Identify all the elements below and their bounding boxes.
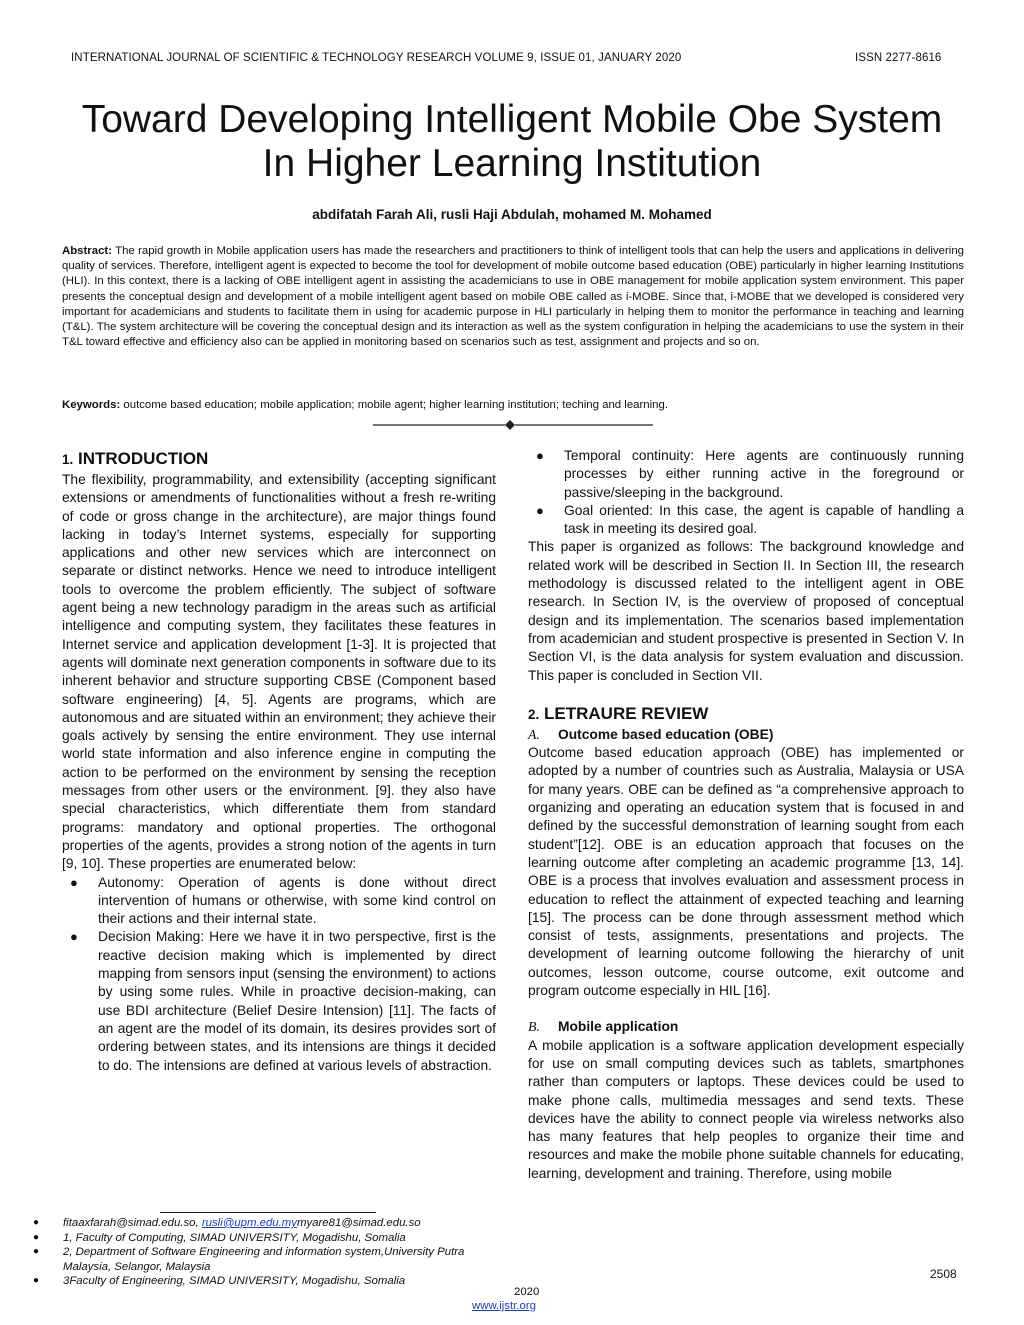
abstract-text: The rapid growth in Mobile application users has made the researchers and practitioners to think of intelligent tools that can help the users and applications in delivering quality of services. Therefore, intelligent agent is expected to become the tool for development of mobile outcome based education (OBE) particularly in higher learning Institutions (HLI). In this context, there is a lacking of OBE intelligent agent in assisting the academicians to use in OBE management for mobile application system environment. This paper presents the conceptual design and development of a mobile intelligent agent based on mobile OBE called as i-MOBE. Since that, i-MOBE that we developed is considered very important for academicians and students to facilitate them in using for academic purpose in HLI particularly in helping them to monitor the performance in teaching and learning (T&L). The system architecture will be covering the conceptual design and its interaction as well as the system configuration in helping the academicians to use the system in their T&L toward effective and efficiency also can be applied in monitoring based on scenarios such as test, assignment and projects and so on.	[62, 245, 964, 349]
intro-number: 1.	[62, 452, 74, 467]
keywords	[62, 398, 964, 413]
bullet-text: Goal oriented: In this case, the agent is capable of handling a task in meeting its desired goal.	[564, 502, 964, 537]
right-column	[528, 447, 964, 1183]
paper-title	[0, 98, 1024, 186]
bullet-text: Temporal continuity: Here agents are continuously running processes by either running active in the foreground or passive/sleeping in the background.	[564, 448, 964, 500]
footnote-affiliation-2: ● 2, Department of Software Engineering and information system,University Putra Malaysia, Selangor, Malaysia	[33, 1246, 465, 1273]
footnote-affiliation-3: ● 3Faculty of Engineering, SIMAD UNIVERSITY, Mogadishu, Somalia	[33, 1275, 406, 1288]
subsection-b-heading	[528, 1018, 964, 1036]
bullet-icon: ●	[33, 1217, 40, 1228]
properties-list-continued	[528, 447, 964, 538]
subsection-b-text: A mobile application is a software application development especially for use on small computing devices such as tablets, smartphones rather than computers or laptops. These devices could be used to make phone calls, multimedia messages and send texts. These devices have the ability to connect people via wireless networks also has many features that help peoples to organize their time and resources and make the mobile phone suitable channels for educating, learning, development and training. Therefore, using mobile	[528, 1037, 964, 1181]
list-item	[62, 874, 496, 929]
bullet-icon: ●	[33, 1275, 40, 1287]
email-link[interactable]: rusli@upm.edu.my	[201, 1217, 297, 1229]
left-column	[62, 448, 496, 1075]
abstract-label: Abstract:	[62, 245, 113, 257]
footnotes	[33, 1216, 503, 1289]
keywords-label: Keywords:	[62, 399, 121, 411]
subsection-a-heading	[528, 726, 964, 744]
subsection-a-text: Outcome based education approach (OBE) has implemented or adopted by a number of countries such as Australia, Malaysia or USA for many years. OBE can be defined as “a comprehensive approach to organizing and operating an education system that is focused in and defined by the successful demonstration of learning sought from each student”[12]. OBE is an education approach that focuses on the learning outcome after completing an academic programme [13, 14]. OBE is a process that involves evaluation and assessment process in education to reflect the attainment of expected teaching and learning [15]. The process can be done through assessment method which consist of tests, assignments, presentations and projects. The development of learning outcome following the hierarchy of unit outcomes, lesson outcome, course outcome, exit outcome and program outcome especially in HIL [16].	[528, 745, 964, 999]
intro-paragraph-1: The flexibility, programmability, and extensibility (accepting significant extensions or amendments of functionalities without a fresh re-writing of code or gross change in the architecture), are major things found lacking in today’s Internet systems, especially for supporting applications and other new services which are interconnect on separate or distinct networks. Hence we need to introduce intelligent tools to overcome the problem efficiently. The subject of software agent being a new technology paradigm in the areas such as artificial intelligence and computing system, they facilitates these features in Internet service and application development [1-3]. It is projected that agents will dominate next generation components in software due to its inherent behavior and structure supporting CBSE (Component based software engineering) [4, 5]. Agents are programs, which are autonomous and are situated within an environment; they achieve their goals actively by sensing the entire environment. They use internal world state information and also inference engine in computing the action to be performed on the environment by sensing the reception messages from other users or the environment. [9]. they also have special characteristics, which differentiate them from standard programs: mandatory and optional properties. The orthogonal properties of the agents, provides a strong notion of the agents in turn [9, 10]. These properties are enumerated below:	[62, 472, 496, 872]
list-item	[528, 447, 964, 502]
lit-title: LETRAURE REVIEW	[544, 703, 709, 723]
keywords-text: outcome based education; mobile application; mobile agent; higher learning institution; teching and learning.	[123, 399, 668, 411]
subsection-b-title: Mobile application	[558, 1019, 679, 1035]
bullet-icon: ●	[70, 874, 78, 890]
footnote-affiliation-1: ● 1, Faculty of Computing, SIMAD UNIVERSITY, Mogadishu, Somalia	[33, 1231, 406, 1244]
list-item	[62, 928, 496, 1074]
title-line-2: In Higher Learning Institution	[262, 142, 762, 185]
section-separator	[373, 418, 653, 432]
bullet-icon: ●	[70, 929, 78, 945]
page-number: 2508	[930, 1267, 957, 1281]
list-item	[528, 502, 964, 539]
journal-website-link[interactable]: www.ijstr.org	[472, 1300, 536, 1312]
subsection-b-letter: B.	[528, 1019, 540, 1035]
subsection-a-title: Outcome based education (OBE)	[558, 726, 774, 742]
lit-number: 2.	[528, 706, 540, 722]
copyright: 2020	[514, 1286, 540, 1298]
bullet-text: Autonomy: Operation of agents is done without direct intervention of humans or otherwise, with some kind control on their actions and their internal state.	[98, 874, 496, 927]
bullet-text: Decision Making: Here we have it in two perspective, first is the reactive decision making which is implemented by direct mapping from sensors input (sensing the environment) to actions by using some rules. While in proactive decision-making, can use BDI architecture (Belief Desire Intension) [11]. The facts of an agent are the model of its domain, its desires provides sort of ordering between states, and its intensions are things it decided to do. The intensions are defined at various levels of abstraction.	[98, 929, 496, 1073]
properties-list	[62, 874, 496, 1075]
bullet-icon: ●	[33, 1231, 40, 1243]
bullet-icon: ●	[536, 502, 544, 518]
lit-heading	[528, 703, 964, 726]
abstract	[62, 244, 964, 350]
journal-header: INTERNATIONAL JOURNAL OF SCIENTIFIC & TECHNOLOGY RESEARCH VOLUME 9, ISSUE 01, JANUARY 2020	[71, 52, 682, 64]
intro-paragraph-2: This paper is organized as follows: The background knowledge and related work will be described in Section II. In Section III, the research methodology is discussed related to the intelligent agent in OBE research. In Section IV, is the overview of proposed of conceptual design and its implementation. The scenarios based implementation from academician and student prospective is presented in Section V. In Section VI, is the data analysis for system evaluation and discussion. This paper is concluded in Section VII.	[528, 539, 964, 683]
subsection-a-letter: A.	[528, 726, 540, 742]
authors: abdifatah Farah Ali, rusli Haji Abdulah, mohamed M. Mohamed	[312, 207, 712, 222]
bullet-icon: ●	[33, 1246, 40, 1258]
issn: ISSN 2277-8616	[855, 52, 942, 64]
footnote-emails: ● fitaaxfarah@simad.edu.so, rusli@upm.edu.mymyare81@simad.edu.so	[33, 1217, 421, 1229]
intro-title: INTRODUCTION	[78, 449, 209, 468]
title-line-1: Toward Developing Intelligent Mobile Obe System	[81, 98, 943, 141]
intro-heading	[62, 448, 496, 471]
bullet-icon: ●	[536, 448, 544, 463]
footnote-divider	[160, 1212, 376, 1213]
